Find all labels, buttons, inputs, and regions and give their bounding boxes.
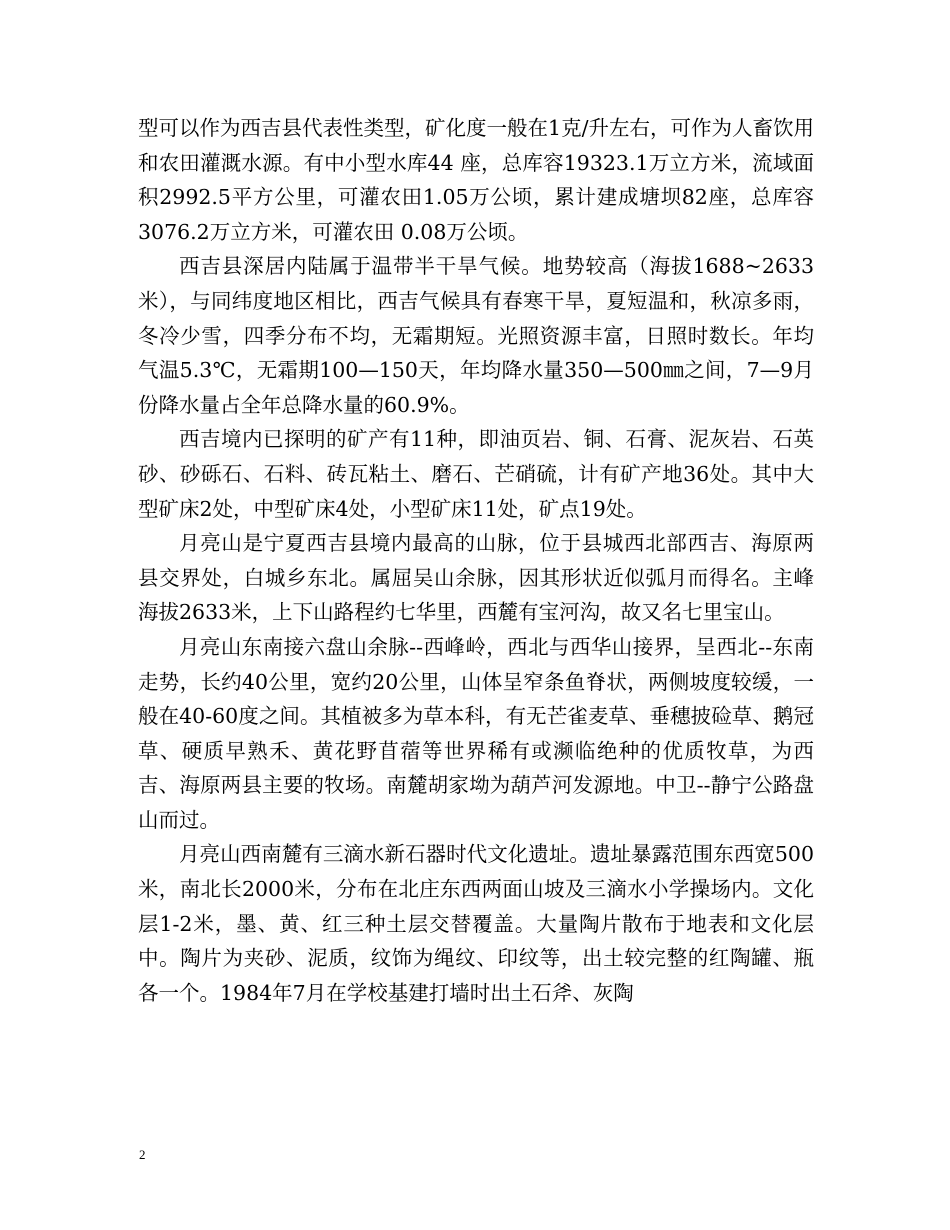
paragraph-neolithic-site: 月亮山西南麓有三滴水新石器时代文化遗址。遗址暴露范围东西宽500米，南北长2000米，分布在北庄东西两面山坡及三滴水小学操场内。文化层1-2米，墨、黄、红三种土层交替覆盖。大量陶片散布于地表和文化层中。陶片为夹砂、泥质，纹饰为绳纹、印纹等，出土较完整的红陶罐、瓶各一个。1984年7月在学校基建打墙时出土石斧、灰陶 — [138, 842, 814, 1005]
body-text — [138, 111, 814, 1010]
paragraph-minerals: 西吉境内已探明的矿产有11种，即油页岩、铜、石膏、泥灰岩、石英砂、砂砾石、石料、砖瓦粘土、磨石、芒硝硫，计有矿产地36处。其中大型矿床2处，中型矿床4处，小型矿床11处，矿点19处。 — [138, 427, 814, 521]
paragraph-water-resources: 型可以作为西吉县代表性类型，矿化度一般在1克/升左右，可作为人畜饮用和农田灌溉水源。有中小型水库44 座，总库容19323.1万立方米，流域面积2992.5平方公里，可灌农田1.05万公顷，累计建成塘坝82座，总库容3076.2万立方米，可灌农田 0.08万公顷。 — [138, 116, 814, 244]
paragraph-yueliang-mountain: 月亮山是宁夏西吉县境内最高的山脉，位于县城西北部西吉、海原两县交界处，白城乡东北。属屈吴山余脉，因其形状近似弧月而得名。主峰海拔2633米，上下山路程约七华里，西麓有宝河沟，故又名七里宝山。 — [138, 531, 814, 625]
paragraph-mountain-geography: 月亮山东南接六盘山余脉--西峰岭，西北与西华山接界，呈西北--东南走势，长约40公里，宽约20公里，山体呈窄条鱼脊状，两侧坡度较缓，一般在40-60度之间。其植被多为草本科，有无芒雀麦草、垂穗披硷草、鹅冠草、硬质早熟禾、黄花野苜蓿等世界稀有或濒临绝种的优质牧草，为西吉、海原两县主要的牧场。南麓胡家坳为葫芦河发源地。中卫--静宁公路盘山而过。 — [138, 634, 814, 832]
paragraph-climate: 西吉县深居内陆属于温带半干旱气候。地势较高（海拔1688~2633米），与同纬度地区相比，西吉气候具有春寒干旱，夏短温和，秋凉多雨，冬冷少雪，四季分布不均，无霜期短。光照资源丰富，日照时数长。年均气温5.3℃，无霜期100—150天，年均降水量350—500㎜之间，7—9月份降水量占全年总降水量的60.9%。 — [138, 254, 814, 417]
page-number: 2 — [139, 1147, 146, 1162]
